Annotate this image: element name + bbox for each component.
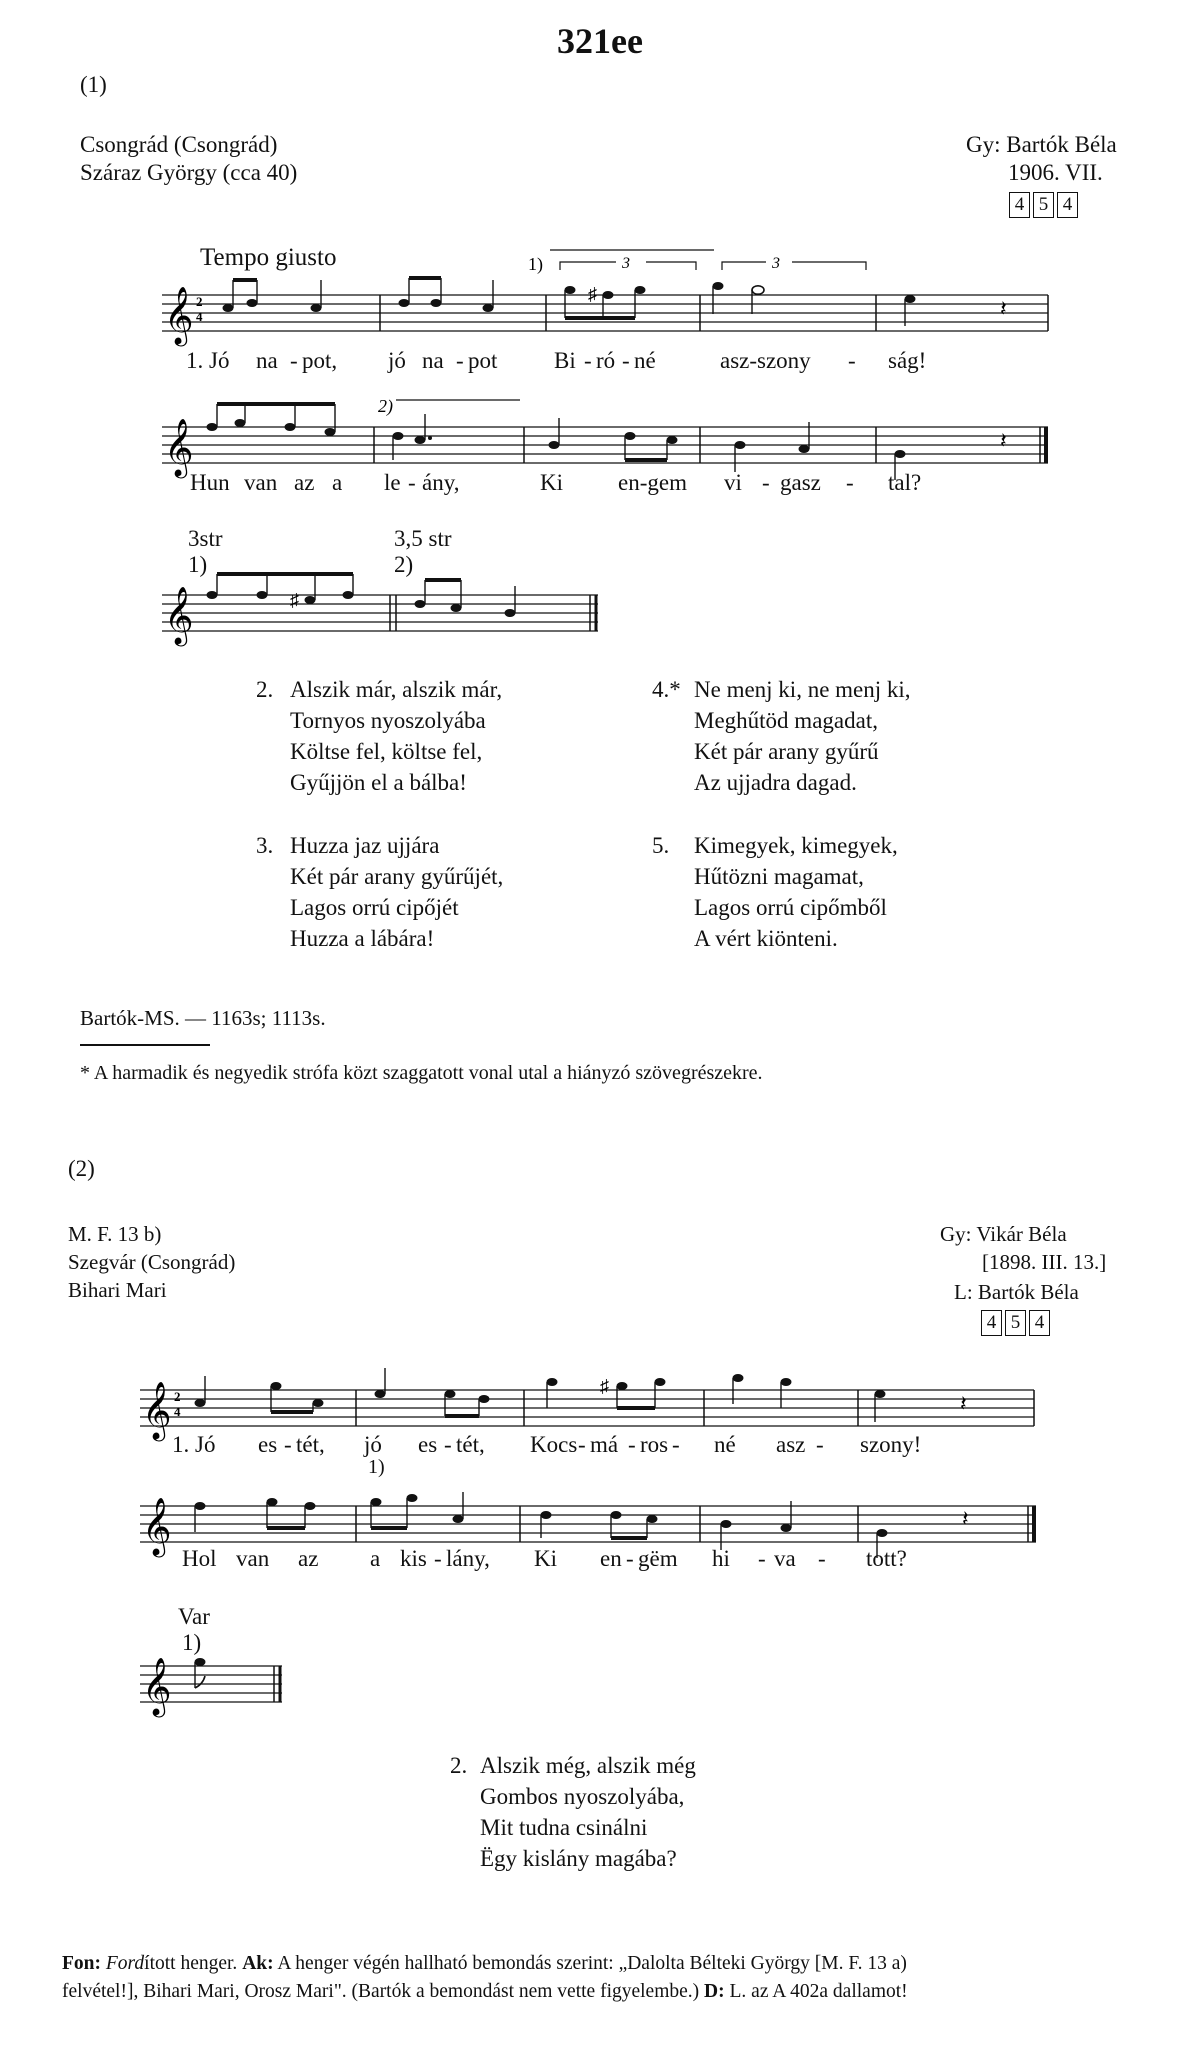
variant-staff-2 [0,1644,300,1724]
cadence-box: 5 [1033,192,1054,218]
svg-text:𝄽: 𝄽 [962,1506,969,1531]
variant-label: 3,5 str [394,526,452,551]
svg-text:2): 2) [378,396,393,416]
date-1: 1906. VII. [1008,160,1103,185]
treble-clef-icon: 𝄞 [142,1657,172,1715]
cadence-1 [1006,192,1078,218]
page-title: 321ee [557,21,643,61]
variant-mark: 1) [528,254,543,274]
collector-1: Gy: Bartók Béla [966,132,1117,157]
svg-text:3: 3 [772,255,780,272]
variant-mark: 1) [182,1630,202,1655]
footer-text: L. az A 402a dallamot! [729,1981,908,2002]
source-reference: Bartók-MS. — 1163s; 1113s. [80,1006,326,1030]
stanza-3: 3. Huzza jaz ujjára Két pár arany gyűrűjét, Lagos orrú cipőjét Huzza a lábára! [256,833,504,951]
footer-text: A henger végén hallható bemondás szerint: „Dalolta Bélteki György [M. F. 13 a) [277,1953,907,1974]
cadence-box: 4 [1009,192,1030,218]
treble-clef-icon: 𝄞 [164,286,194,344]
transcriber-2: L: Bartók Béla [954,1280,1079,1304]
svg-text:𝄽: 𝄽 [1000,428,1007,453]
variant-label: Var [178,1604,210,1629]
stanza-4: 4.* Ne menj ki, ne menj ki, Meghűtöd magadat, Két pár arany gyűrű Az ujjadra dagad. [652,677,911,795]
variant-staff-1 [0,570,620,650]
section-number-2: (2) [68,1156,95,1181]
variant-mark: 1) [368,1456,385,1478]
treble-clef-icon: 𝄞 [164,418,194,476]
stanza-5: 5. Kimegyek, kimegyek, Hűtözni magamat, Lagos orrú cipőmből A vért kiönteni. [652,833,898,951]
stanza-2b: 2. Alszik még, alszik még Gombos nyoszolyába, Mit tudna csinálni Ëgy kislány magába? [450,1753,696,1871]
svg-text:𝄽: 𝄽 [1000,296,1007,321]
svg-text:4: 4 [174,1404,181,1419]
cadence-box: 4 [1029,1310,1050,1336]
music-staff-2 [0,392,1200,502]
date-2: [1898. III. 13.] [982,1250,1107,1274]
place-2: Szegvár (Csongrád) [68,1250,236,1274]
treble-clef-icon: 𝄞 [142,1381,172,1439]
singer-1: Száraz György (cca 40) [80,160,298,185]
cadence-box: 4 [1057,192,1078,218]
svg-text:♯: ♯ [588,284,597,304]
footnote-divider [80,1044,210,1046]
svg-text:2: 2 [174,1389,181,1404]
cadence-box: 5 [1005,1310,1026,1336]
cadence-box: 4 [981,1310,1002,1336]
footer-label-d: D: [704,1981,725,2002]
section-number-1: (1) [80,72,107,97]
svg-text:♯: ♯ [600,1376,609,1396]
svg-text:4: 4 [196,309,203,324]
singer-2: Bihari Mari [68,1278,167,1302]
footer-text: felvétel!], Bihari Mari, Orosz Mari". (Bartók a bemondást nem vette figyelembe.) [62,1981,700,2002]
reference-2: M. F. 13 b) [68,1222,162,1246]
footnote: * A harmadik és negyedik strófa közt szaggatott vonal utal a hiányzó szövegrészekre. [80,1062,763,1084]
footer-label-ak: Ak: [242,1953,274,1974]
variant-mark: 1) [188,552,208,577]
tempo-marking: Tempo giusto [200,244,337,271]
cadence-2 [978,1310,1050,1336]
footer-notes [62,1950,908,2006]
svg-text:♯: ♯ [290,590,299,610]
treble-clef-icon: 𝄞 [164,586,194,644]
svg-text:𝄽: 𝄽 [960,1391,967,1416]
svg-text:3: 3 [622,255,630,272]
svg-text:2: 2 [196,294,203,309]
footer-text: ított henger. [144,1953,238,1974]
treble-clef-icon: 𝄞 [142,1497,172,1555]
stanza-2: 2. Alszik már, alszik már, Tornyos nyoszolyába Költse fel, költse fel, Gyűjjön el a bálba! [256,677,503,795]
footer-label-fon: Fon: [62,1953,101,1974]
variant-label: 3str [188,526,223,551]
footer-italic-word: Ford [105,1953,145,1974]
collector-2: Gy: Vikár Béla [940,1222,1067,1246]
place-1: Csongrád (Csongrád) [80,132,278,157]
variant-mark: 2) [394,552,414,577]
